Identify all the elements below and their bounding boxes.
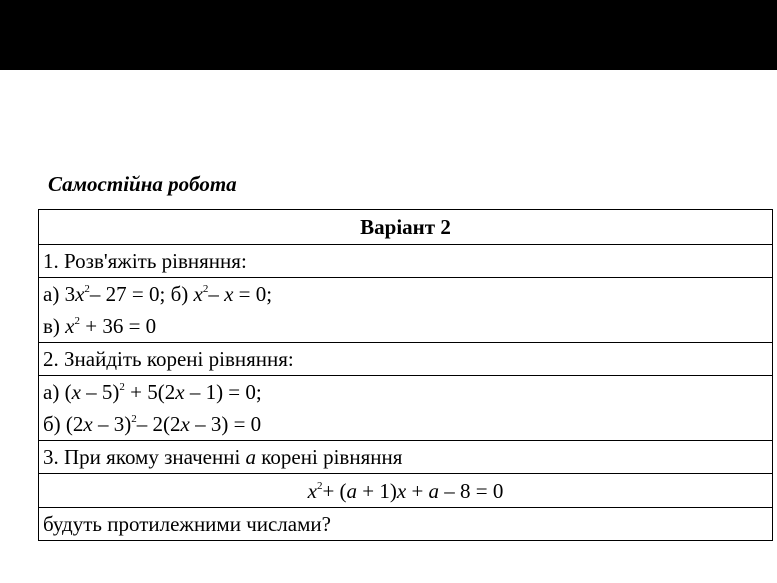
text-segment: – 8 = 0	[439, 478, 504, 503]
table-row	[39, 343, 773, 376]
text-segment: – 1) = 0;	[184, 380, 262, 404]
math-variable: x	[396, 478, 407, 503]
exponent: 2	[202, 283, 209, 295]
text-segment: 3. При якому значенні	[43, 445, 246, 469]
text-segment: + 5(2	[124, 380, 176, 404]
text-segment: – 2(2	[136, 412, 181, 436]
text-segment: а) 3	[43, 282, 76, 306]
page-title: Самостійна робота	[48, 172, 237, 196]
task3-title	[39, 441, 773, 474]
exponent: 2	[119, 381, 125, 393]
text-segment: корені рівняння	[256, 445, 403, 469]
exponent: 2	[316, 479, 323, 492]
task2-line-b	[43, 408, 768, 440]
math-variable: a	[346, 478, 358, 503]
text-segment: + 36 = 0	[80, 314, 157, 338]
variant-header: Варіант 2	[39, 210, 773, 245]
task-table	[38, 209, 773, 541]
math-variable: x	[307, 478, 317, 503]
math-variable: x	[224, 282, 234, 306]
task2-equations	[39, 376, 773, 441]
table-row	[39, 441, 773, 474]
text-segment: б) (2	[43, 412, 84, 436]
task1-title: 1. Розв'яжіть рівняння:	[39, 245, 773, 278]
math-variable: x	[71, 380, 81, 404]
text-segment: + 1)	[357, 478, 397, 503]
table-row	[39, 278, 773, 343]
math-variable: x	[175, 380, 185, 404]
task2-title: 2. Знайдіть корені рівняння:	[39, 343, 773, 376]
task1-line-v	[43, 310, 768, 342]
task2-line-a	[43, 376, 768, 408]
math-variable: x	[193, 282, 203, 306]
exponent: 2	[131, 413, 137, 425]
table-row	[39, 376, 773, 441]
text-segment: – 5)	[80, 380, 120, 404]
task3-equation	[39, 474, 773, 508]
text-segment: – 3) = 0	[189, 412, 262, 436]
math-variable: a	[245, 445, 257, 469]
text-segment: в)	[43, 314, 66, 338]
text-segment: – 3)	[92, 412, 132, 436]
math-variable: x	[83, 412, 93, 436]
table-row	[39, 508, 773, 541]
text-segment: а) (	[43, 380, 72, 404]
text-segment: = 0;	[233, 282, 273, 306]
top-black-bar	[0, 0, 777, 70]
math-variable: a	[428, 478, 440, 503]
task1-line-ab	[43, 278, 768, 310]
task1-equations	[39, 278, 773, 343]
text-segment: – 27 = 0; б)	[89, 282, 194, 306]
text-segment: +	[406, 478, 429, 503]
task3-tail: будуть протилежними числами?	[39, 508, 773, 541]
table-row	[39, 210, 773, 245]
math-variable: x	[65, 314, 75, 338]
math-variable: x	[75, 282, 85, 306]
table-row	[39, 474, 773, 508]
text-segment: –	[208, 282, 225, 306]
text-segment: + (	[322, 478, 347, 503]
table-row	[39, 245, 773, 278]
exponent: 2	[74, 315, 80, 327]
exponent: 2	[84, 283, 90, 295]
math-variable: x	[180, 412, 190, 436]
